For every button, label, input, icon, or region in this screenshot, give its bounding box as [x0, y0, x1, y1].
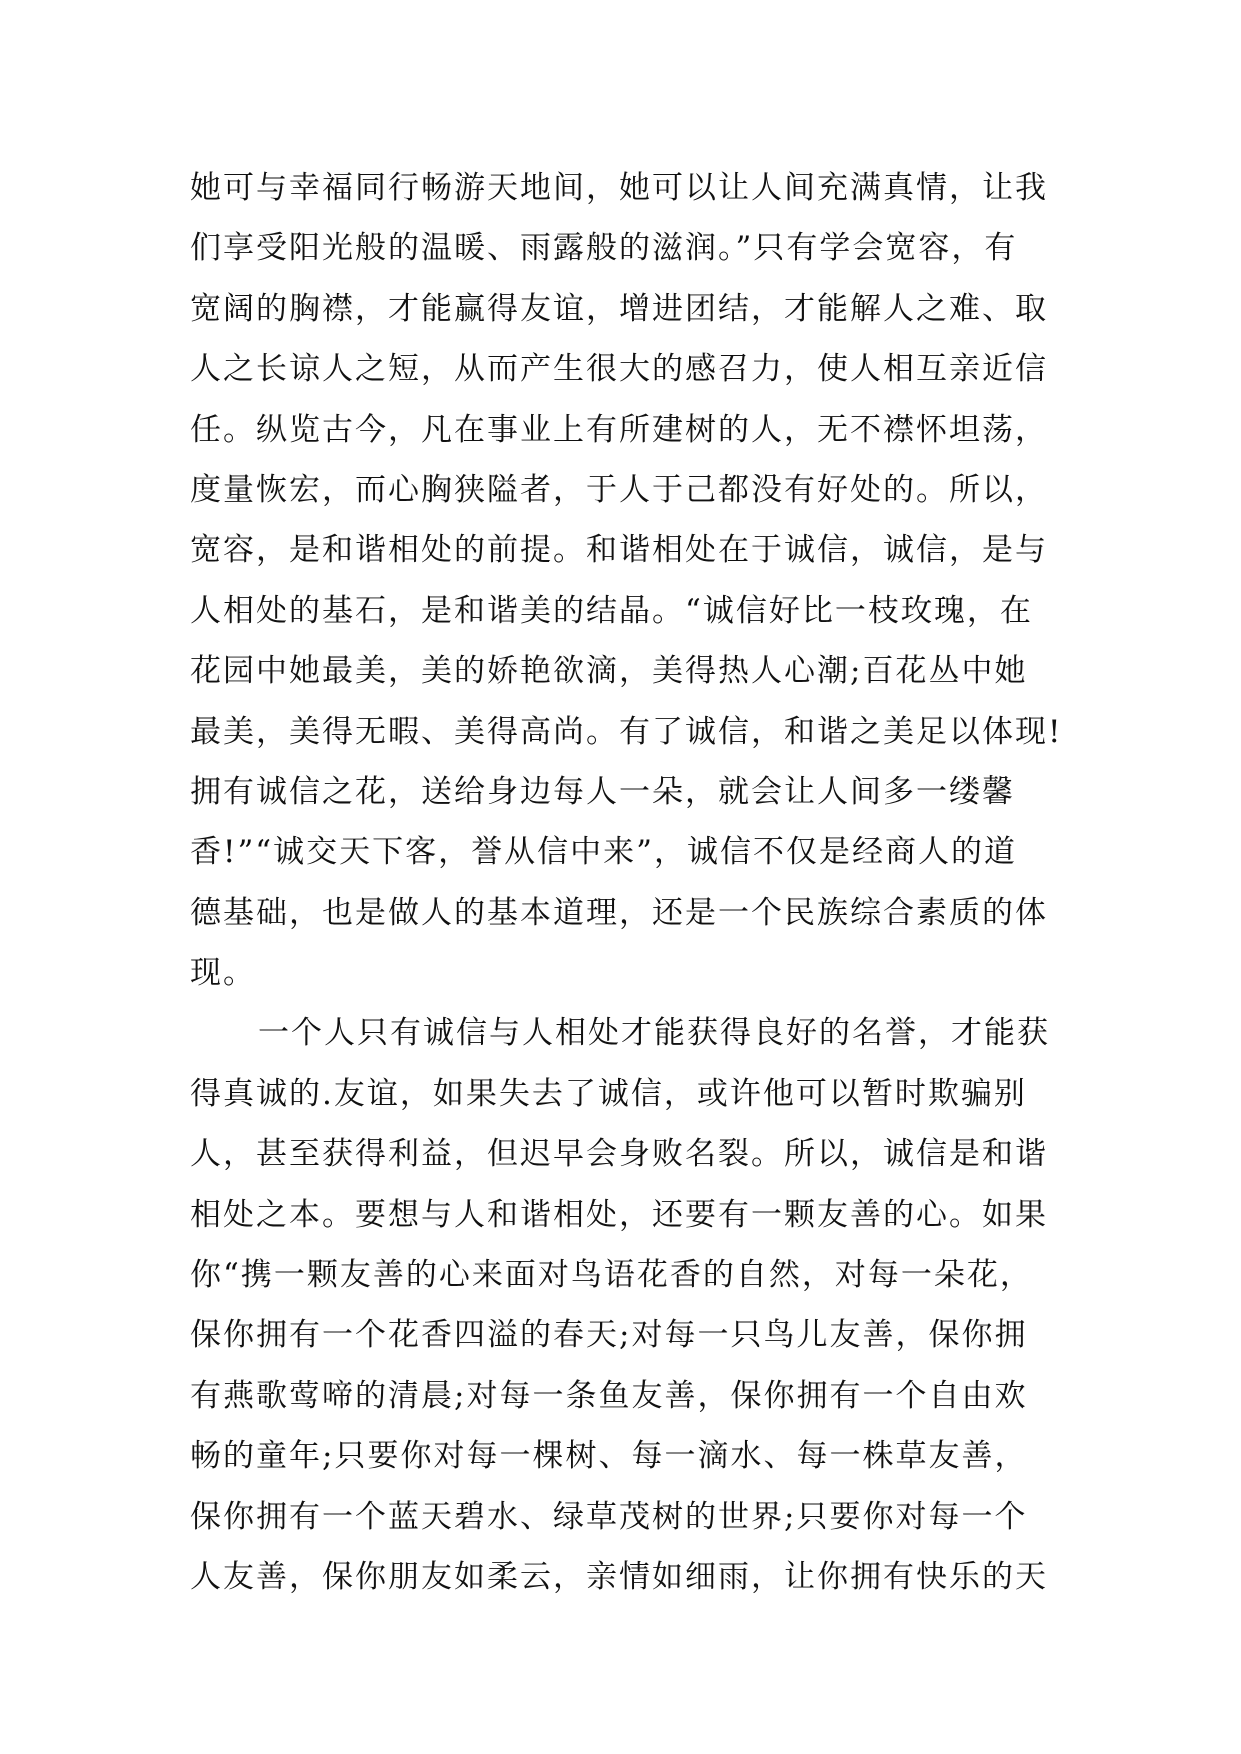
text-line: 度量恢宏，而心胸狭隘者，于人于己都没有好处的。所以， [190, 471, 1048, 508]
text-line: 们享受阳光般的温暖、雨露般的滋润。”只有学会宽容，有 [190, 230, 1018, 267]
text-line: 香!”“诚交天下客，誉从信中来”，诚信不仅是经商人的道 [190, 834, 1017, 871]
text-line: 人之长谅人之短，从而产生很大的感召力，使人相互亲近信 [190, 351, 1048, 388]
text-line: 最美，美得无暇、美得高尚。有了诚信，和谐之美足以体现! [190, 713, 1063, 750]
text-line: 人相处的基石，是和谐美的结晶。“诚信好比一枝玫瑰，在 [190, 592, 1033, 629]
text-line: 得真诚的.友谊，如果失去了诚信，或许他可以暂时欺骗别 [190, 1075, 1027, 1112]
text-line: 一个人只有诚信与人相处才能获得良好的名誉，才能获 [258, 1015, 1050, 1052]
text-line: 畅的童年;只要你对每一棵树、每一滴水、每一株草友善， [190, 1438, 1028, 1475]
text-line: 现。 [190, 955, 256, 992]
text-line: 她可与幸福同行畅游天地间，她可以让人间充满真情，让我 [190, 170, 1048, 206]
text-line: 宽容，是和谐相处的前提。和谐相处在于诚信，诚信，是与 [190, 532, 1048, 569]
text-line: 德基础，也是做人的基本道理，还是一个民族综合素质的体 [190, 894, 1048, 931]
text-line: 保你拥有一个蓝天碧水、绿草茂树的世界;只要你对每一个 [190, 1498, 1028, 1535]
text-line: 保你拥有一个花香四溢的春天;对每一只鸟儿友善，保你拥 [190, 1317, 1028, 1354]
text-line: 宽阔的胸襟，才能赢得友谊，增进团结，才能解人之难、取 [190, 290, 1048, 327]
text-line: 拥有诚信之花，送给身边每人一朵，就会让人间多一缕馨 [190, 773, 1015, 810]
text-line: 人，甚至获得利益，但迟早会身败名裂。所以，诚信是和谐 [190, 1136, 1048, 1173]
body-text [190, 158, 1070, 1607]
text-line: 人友善，保你朋友如柔云，亲情如细雨，让你拥有快乐的天 [190, 1558, 1048, 1595]
text-line: 相处之本。要想与人和谐相处，还要有一颗友善的心。如果 [190, 1196, 1048, 1233]
text-line: 任。纵览古今，凡在事业上有所建树的人，无不襟怀坦荡， [190, 411, 1048, 448]
text-line: 有燕歌莺啼的清晨;对每一条鱼友善，保你拥有一个自由欢 [190, 1377, 1028, 1414]
text-line: 花园中她最美，美的娇艳欲滴，美得热人心潮;百花丛中她 [190, 653, 1028, 690]
text-line: 你“携一颗友善的心来面对鸟语花香的自然，对每一朵花， [190, 1257, 1033, 1294]
